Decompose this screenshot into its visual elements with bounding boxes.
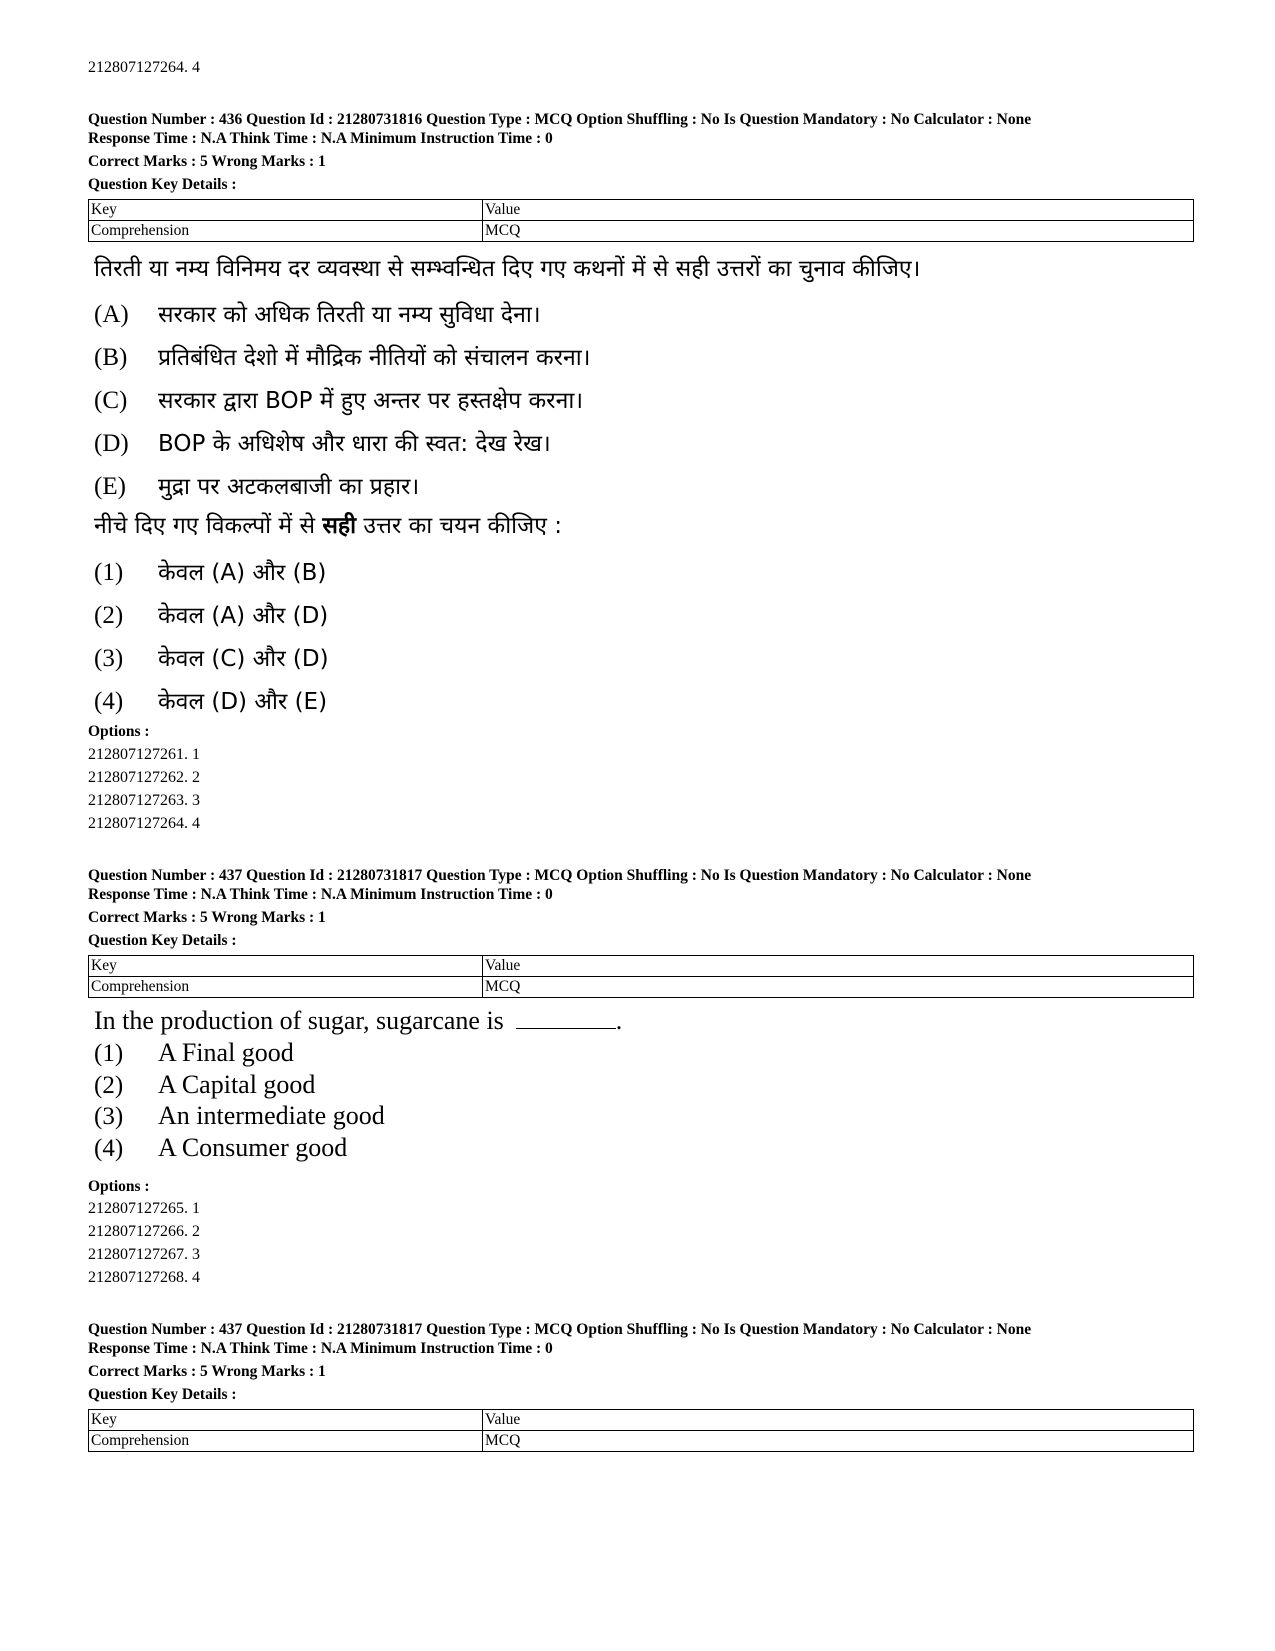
question-stem: In the production of sugar, sugarcane is [94, 1006, 504, 1035]
key-details-table [88, 1409, 1194, 1452]
choice-2 [94, 598, 328, 630]
statement-label: (A) [94, 301, 129, 328]
option-id: 212807127263. 3 [88, 792, 200, 809]
choice-label: (4) [94, 688, 124, 715]
statement-label: (D) [94, 430, 129, 457]
choice-text: केवल (A) और (D) [158, 603, 329, 629]
question-meta-line2: Response Time : N.A Think Time : N.A Minimum Instruction Time : 0 [88, 130, 553, 147]
value-cell: MCQ [483, 977, 1194, 998]
question-meta-line2: Response Time : N.A Think Time : N.A Minimum Instruction Time : 0 [88, 1340, 553, 1357]
value-cell: MCQ [483, 221, 1194, 242]
choice-label: (2) [94, 1072, 124, 1099]
key-details-table [88, 955, 1194, 998]
marks-line: Correct Marks : 5 Wrong Marks : 1 [88, 909, 326, 926]
question-text: तिरती या नम्य विनिमय दर व्यवस्था से सम्भ्वन्धित दिए गए कथनों में से सही उत्तरों का चुनाव कीजिए। [94, 256, 921, 282]
option-id: 212807127267. 3 [88, 1246, 200, 1263]
option-id: 212807127268. 4 [88, 1269, 200, 1286]
options-label: Options : [88, 1178, 150, 1195]
options-label: Options : [88, 723, 150, 740]
key-cell: Comprehension [89, 221, 483, 242]
table-row [89, 956, 1194, 977]
marks-line: Correct Marks : 5 Wrong Marks : 1 [88, 153, 326, 170]
choice-label: (4) [94, 1135, 124, 1162]
question-text [94, 1006, 622, 1036]
table-row [89, 977, 1194, 998]
statement-text: सरकार को अधिक तिरती या नम्य सुविधा देना। [158, 302, 541, 328]
statement-a [94, 297, 541, 329]
statement-text: सरकार द्वारा BOP में हुए अन्तर पर हस्तक्षेप करना। [158, 388, 584, 414]
choice-4 [94, 1133, 347, 1163]
instruction-post: उत्तर का चयन कीजिए : [363, 513, 562, 539]
option-id: 212807127265. 1 [88, 1200, 200, 1217]
choice-label: (3) [94, 645, 124, 672]
question-meta-line1: Question Number : 437 Question Id : 21280731817 Question Type : MCQ Option Shuffling : No Is Question Mandatory : No Calculator : None [88, 867, 1032, 884]
choice-label: (3) [94, 1103, 124, 1130]
statement-text: प्रतिबंधित देशो में मौद्रिक नीतियों को संचालन करना। [158, 345, 591, 371]
choice-3 [94, 641, 329, 673]
question-meta-line1: Question Number : 436 Question Id : 21280731816 Question Type : MCQ Option Shuffling : No Is Question Mandatory : No Calculator : None [88, 111, 1032, 128]
option-id: 212807127264. 4 [88, 815, 200, 832]
value-cell: MCQ [483, 1431, 1194, 1452]
option-id: 212807127261. 1 [88, 746, 200, 763]
choice-text: A Final good [158, 1038, 294, 1067]
instruction-text [94, 511, 562, 541]
choice-text: A Consumer good [158, 1133, 348, 1162]
choice-label: (2) [94, 602, 124, 629]
choice-2 [94, 1070, 315, 1100]
statement-b [94, 340, 590, 372]
key-details-label: Question Key Details : [88, 932, 237, 949]
table-row [89, 200, 1194, 221]
key-cell: Comprehension [89, 977, 483, 998]
key-cell: Comprehension [89, 1431, 483, 1452]
key-details-table [88, 199, 1194, 242]
choice-label: (1) [94, 1040, 124, 1067]
question-meta-line1: Question Number : 437 Question Id : 21280731817 Question Type : MCQ Option Shuffling : No Is Question Mandatory : No Calculator : None [88, 1321, 1032, 1338]
choice-4 [94, 684, 327, 716]
choice-text: केवल (A) और (B) [158, 560, 327, 586]
question-meta-line2: Response Time : N.A Think Time : N.A Minimum Instruction Time : 0 [88, 886, 553, 903]
value-header-cell: Value [483, 956, 1194, 977]
choice-text: An intermediate good [158, 1101, 385, 1130]
statement-label: (B) [94, 344, 128, 371]
statement-text: मुद्रा पर अटकलबाजी का प्रहार। [158, 474, 420, 500]
statement-e [94, 469, 419, 501]
statement-d [94, 426, 551, 458]
table-row [89, 1410, 1194, 1431]
question-end: . [615, 1006, 623, 1035]
instruction-pre: नीचे दिए गए विकल्पों में से [94, 513, 316, 539]
statement-label: (C) [94, 387, 128, 414]
key-details-label: Question Key Details : [88, 1386, 237, 1403]
key-header-cell: Key [89, 200, 483, 221]
answer-blank [516, 1010, 616, 1029]
instruction-bold: सही [322, 513, 357, 539]
statement-c [94, 383, 583, 415]
choice-text: केवल (C) और (D) [158, 646, 329, 672]
header-response-id: 212807127264. 4 [88, 59, 200, 76]
choice-1 [94, 1038, 294, 1068]
value-header-cell: Value [483, 200, 1194, 221]
table-row [89, 1431, 1194, 1452]
choice-text: केवल (D) और (E) [158, 689, 328, 715]
option-id: 212807127262. 2 [88, 769, 200, 786]
key-header-cell: Key [89, 956, 483, 977]
value-header-cell: Value [483, 1410, 1194, 1431]
marks-line: Correct Marks : 5 Wrong Marks : 1 [88, 1363, 326, 1380]
choice-1 [94, 555, 326, 587]
key-header-cell: Key [89, 1410, 483, 1431]
choice-3 [94, 1101, 385, 1131]
statement-text: BOP के अधिशेष और धारा की स्वत: देख रेख। [158, 431, 551, 457]
table-row [89, 221, 1194, 242]
choice-text: A Capital good [158, 1070, 316, 1099]
statement-label: (E) [94, 473, 126, 500]
key-details-label: Question Key Details : [88, 176, 237, 193]
option-id: 212807127266. 2 [88, 1223, 200, 1240]
choice-label: (1) [94, 559, 124, 586]
